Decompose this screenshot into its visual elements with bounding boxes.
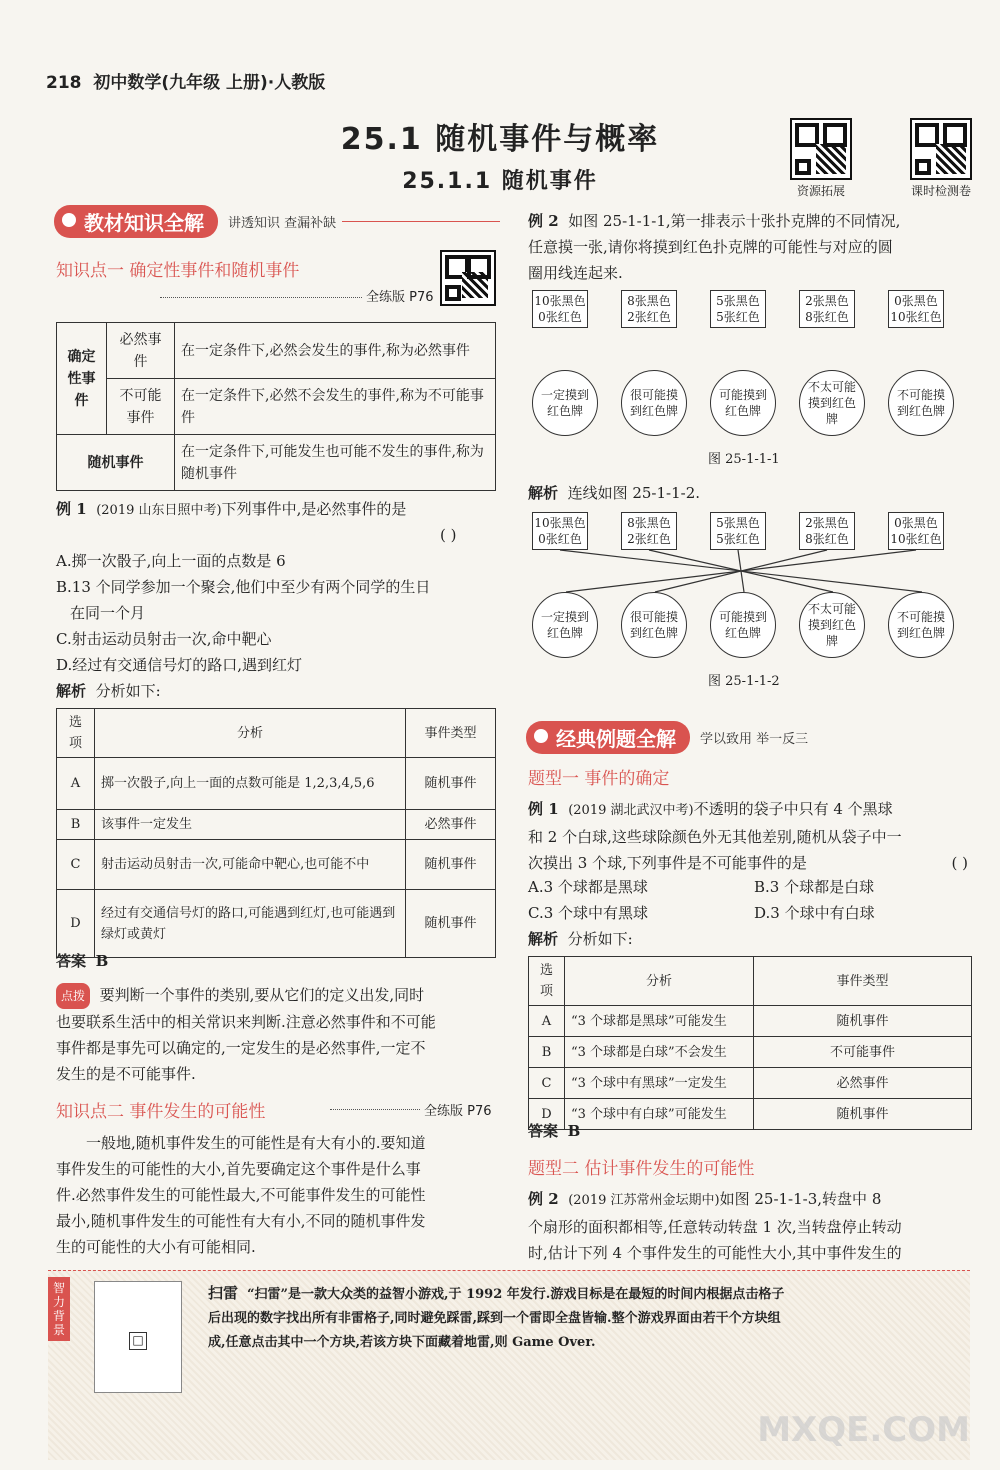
mine-cell-icon: □ [129, 1332, 147, 1350]
cell: 该事件一定发生 [95, 810, 406, 840]
option-d: D.3 个球中有白球 [754, 904, 875, 922]
cell: A [57, 758, 95, 810]
footer-title: 扫雷 [208, 1284, 239, 1302]
analysis-table-1 [56, 708, 496, 958]
answer-paren: ( ) [440, 526, 457, 544]
banner-sub: 学以致用 举一反三 [700, 731, 809, 747]
answer-value: B [567, 1122, 581, 1140]
likelihood-circle: 不可能摸到红色牌 [888, 370, 954, 436]
definition-table [56, 322, 496, 491]
box-line: 0张红色 [538, 310, 582, 324]
knowledge-point-1: 知识点一 确定性事件和随机事件 [56, 261, 300, 281]
likelihood-circle: 可能摸到红色牌 [710, 370, 776, 436]
cell: “3 个球中有黑球”一定发生 [565, 1068, 754, 1099]
cell: “3 个球都是白球”不会发生 [565, 1037, 754, 1068]
option-a: A.掷一次骰子,向上一面的点数是 6 [56, 552, 286, 570]
card-box [888, 512, 944, 550]
question-line: 和 2 个白球,这些球除颜色外无其他差别,随机从袋子中一 [528, 828, 902, 846]
likelihood-circle: 一定摸到红色牌 [532, 370, 598, 436]
banner-label: 教材知识全解 [54, 205, 218, 238]
card-box [710, 290, 766, 328]
box-line: 0张黑色 [894, 516, 938, 530]
option-d: D.经过有交通信号灯的路口,遇到红灯 [56, 656, 303, 674]
cell: “3 个球中有白球”可能发生 [565, 1099, 754, 1130]
example-label: 例 1 [56, 500, 87, 518]
source: (2019 江苏常州金坛期中) [568, 1193, 720, 1208]
analysis-text: 分析如下: [567, 930, 633, 948]
example-3 [528, 796, 972, 876]
likelihood-circle: 不太可能摸到红色牌 [799, 370, 865, 436]
analysis-label: 解析 [56, 682, 87, 700]
minesweeper-image [94, 1281, 182, 1393]
example-label: 例 2 [528, 1190, 559, 1208]
box-line: 2张红色 [627, 310, 671, 324]
cell: D [57, 890, 95, 958]
cell: D [529, 1099, 565, 1130]
para-line: 事件发生的可能性的大小,首先要确定这个事件是什么事 [56, 1160, 421, 1178]
example-label: 例 2 [528, 212, 559, 230]
cell: 不可能事件 [107, 379, 175, 435]
box-line: 0张黑色 [894, 294, 938, 308]
qr-code-icon [910, 118, 972, 180]
box-line: 5张黑色 [716, 516, 760, 530]
tip-line: 要判断一个事件的类别,要从它们的定义出发,同时 [99, 986, 425, 1004]
para-line: 一般地,随机事件发生的可能性是有大有小的.要知道 [86, 1134, 426, 1152]
section-banner [526, 722, 972, 752]
source: (2019 山东日照中考) [96, 503, 222, 518]
para-line: 件.必然事件发生的可能性最大,不可能事件发生的可能性 [56, 1186, 426, 1204]
cell: 射击运动员射击一次,可能命中靶心,也可能不中 [95, 840, 406, 890]
tip-block [56, 982, 500, 1087]
cell: 随机事件 [406, 758, 496, 810]
question-line: 次摸出 3 个球,下列事件是不可能事件的是 [528, 854, 807, 872]
likelihood-circle: 很可能摸到红色牌 [621, 592, 687, 658]
banner-label: 经典例题全解 [526, 721, 690, 754]
cell: 经过有交通信号灯的路口,可能遇到红灯,也可能遇到绿灯或黄灯 [95, 890, 406, 958]
exercise-ref: 全练版 P76 [424, 1104, 492, 1119]
box-line: 8张黑色 [627, 516, 671, 530]
box-line: 8张黑色 [627, 294, 671, 308]
box-line: 5张红色 [716, 310, 760, 324]
tip-line: 也要联系生活中的相关常识来判断.注意必然事件和不可能 [56, 1013, 436, 1031]
likelihood-circle: 不太可能摸到红色牌 [799, 592, 865, 658]
figure-caption: 图 25-1-1-1 [708, 452, 780, 467]
example-1 [56, 496, 406, 524]
cell: 确定性事件 [57, 323, 107, 435]
box-line: 10张黑色 [534, 516, 586, 530]
cell: 随机事件 [406, 890, 496, 958]
watermark: MXQE.COM [757, 1410, 970, 1450]
likelihood-circle: 很可能摸到红色牌 [621, 370, 687, 436]
qr-resource[interactable] [790, 118, 866, 199]
analysis-text: 分析如下: [95, 682, 161, 700]
cell: 必然事件 [107, 323, 175, 379]
qr-caption: 课时检测卷 [910, 184, 971, 198]
para-line: 最小,随机事件发生的可能性有大有小,不同的随机事件发 [56, 1212, 426, 1230]
box-line: 2张黑色 [805, 516, 849, 530]
analysis-table-2 [528, 956, 972, 1130]
cell: 随机事件 [57, 435, 175, 491]
question-line: 时,估计下列 4 个事件发生的可能性大小,其中事件发生的 [528, 1244, 902, 1262]
answer-paren: ( ) [951, 854, 968, 872]
cell: “3 个球都是黑球”可能发生 [565, 1006, 754, 1037]
cell: 掷一次骰子,向上一面的点数可能是 1,2,3,4,5,6 [95, 758, 406, 810]
footer-line: 后出现的数字找出所有非雷格子,同时避免踩雷,踩到一个雷即全盘皆输.整个游戏界面由若干个方块组 [208, 1311, 781, 1326]
box-line: 10张红色 [890, 310, 942, 324]
banner-sub: 讲透知识 查漏补缺 [228, 215, 337, 231]
figure-caption: 图 25-1-1-2 [708, 674, 780, 689]
source: (2019 湖北武汉中考) [568, 803, 694, 818]
tip-tag: 点拨 [56, 983, 90, 1009]
example-4 [528, 1186, 972, 1266]
tip-line: 事件都是事先可以确定的,一定发生的是必然事件,一定不 [56, 1039, 426, 1057]
card-box [532, 290, 588, 328]
cell: C [529, 1068, 565, 1099]
qr-caption: 资源拓展 [796, 184, 845, 198]
section-banner [54, 206, 500, 236]
side-label: 智力背景 [48, 1277, 70, 1341]
page-number: 218 [46, 73, 82, 93]
qr-code-icon [440, 250, 496, 306]
th: 事件类型 [754, 957, 972, 1006]
card-box [888, 290, 944, 328]
card-box [621, 290, 677, 328]
cell: 在一定条件下,可能发生也可能不发生的事件,称为随机事件 [175, 435, 496, 491]
cell: C [57, 840, 95, 890]
question-line: 如图 25-1-1-3,转盘中 8 [719, 1190, 882, 1208]
answer-value: B [95, 952, 109, 970]
book-title: 初中数学(九年级 上册)·人教版 [93, 73, 326, 93]
card-box [532, 512, 588, 550]
cell: 随机事件 [754, 1099, 972, 1130]
exercise-ref: 全练版 P76 [362, 286, 434, 305]
footer-line: 成,任意点击其中一个方块,若该方块下面藏着地雷,则 Game Over. [208, 1335, 596, 1350]
para-line: 生的可能性的大小有可能相同. [56, 1238, 256, 1256]
box-line: 2张红色 [627, 532, 671, 546]
qr-code-icon [790, 118, 852, 180]
likelihood-circle: 可能摸到红色牌 [710, 592, 776, 658]
question-line: 如图 25-1-1-1,第一排表示十张扑克牌的不同情况, [568, 212, 901, 230]
analysis-text: 连线如图 25-1-1-2. [567, 484, 701, 502]
card-box [799, 290, 855, 328]
box-line: 8张红色 [805, 310, 849, 324]
figure-1 [528, 286, 972, 468]
option-b-cont: 在同一个月 [70, 604, 146, 622]
th: 选项 [529, 957, 565, 1006]
likelihood-circle: 不可能摸到红色牌 [888, 592, 954, 658]
option-b: B.3 个球都是白球 [754, 878, 875, 896]
cell: 在一定条件下,必然不会发生的事件,称为不可能事件 [175, 379, 496, 435]
tip-line: 发生的是不可能事件. [56, 1065, 196, 1083]
knowledge-point-2: 知识点二 事件发生的可能性 [56, 1102, 266, 1122]
analysis-label: 解析 [528, 484, 559, 502]
question-type-2: 题型二 估计事件发生的可能性 [528, 1159, 755, 1179]
question: 下列事件中,是必然事件的是 [221, 500, 407, 518]
option-a: A.3 个球都是黑球 [528, 878, 648, 896]
qr-test[interactable] [910, 118, 986, 199]
box-line: 5张红色 [716, 532, 760, 546]
example-2 [528, 208, 972, 286]
box-line: 10张黑色 [534, 294, 586, 308]
figure-2 [528, 508, 972, 670]
box-line: 0张红色 [538, 532, 582, 546]
footer-text [208, 1281, 968, 1355]
question-line: 个扇形的面积都相等,任意转动转盘 1 次,当转盘停止转动 [528, 1218, 902, 1236]
cell: 必然事件 [754, 1068, 972, 1099]
th: 事件类型 [406, 709, 496, 758]
answer-label: 答案 [56, 952, 87, 970]
card-box [621, 512, 677, 550]
cell: B [57, 810, 95, 840]
cell: A [529, 1006, 565, 1037]
question-line: 任意摸一张,请你将摸到红色扑克牌的可能性与对应的圆 [528, 238, 893, 256]
qr-kp1[interactable] [440, 250, 496, 306]
cell: 随机事件 [406, 840, 496, 890]
th: 分析 [565, 957, 754, 1006]
box-line: 10张红色 [890, 532, 942, 546]
box-line: 8张红色 [805, 532, 849, 546]
likelihood-circle: 一定摸到红色牌 [532, 592, 598, 658]
section-title: 25.1 随机事件与概率 [340, 122, 660, 157]
box-line: 5张黑色 [716, 294, 760, 308]
question-line: 圈用线连起来. [528, 264, 623, 282]
option-c: C.3 个球中有黑球 [528, 904, 649, 922]
cell: 不可能事件 [754, 1037, 972, 1068]
footer-line: “扫雷”是一款大众类的益智小游戏,于 1992 年发行.游戏目标是在最短的时间内根据点击格子 [247, 1287, 785, 1302]
analysis-label: 解析 [528, 930, 559, 948]
question-type-1: 题型一 事件的确定 [528, 769, 670, 789]
cell: 必然事件 [406, 810, 496, 840]
answer-label: 答案 [528, 1122, 559, 1140]
question-line: 不透明的袋子中只有 4 个黑球 [693, 800, 893, 818]
example-label: 例 1 [528, 800, 559, 818]
cell: 随机事件 [754, 1006, 972, 1037]
subsection-title: 25.1.1 随机事件 [402, 169, 598, 194]
option-c: C.射击运动员射击一次,命中靶心 [56, 630, 272, 648]
card-box [710, 512, 766, 550]
th: 分析 [95, 709, 406, 758]
leader-dots [330, 1100, 420, 1110]
box-line: 2张黑色 [805, 294, 849, 308]
th: 选项 [57, 709, 95, 758]
page-header [46, 68, 325, 93]
cell: 在一定条件下,必然会发生的事件,称为必然事件 [175, 323, 496, 379]
kp2-text [56, 1130, 500, 1260]
cell: B [529, 1037, 565, 1068]
card-box [799, 512, 855, 550]
option-b: B.13 个同学参加一个聚会,他们中至少有两个同学的生日 [56, 578, 431, 596]
